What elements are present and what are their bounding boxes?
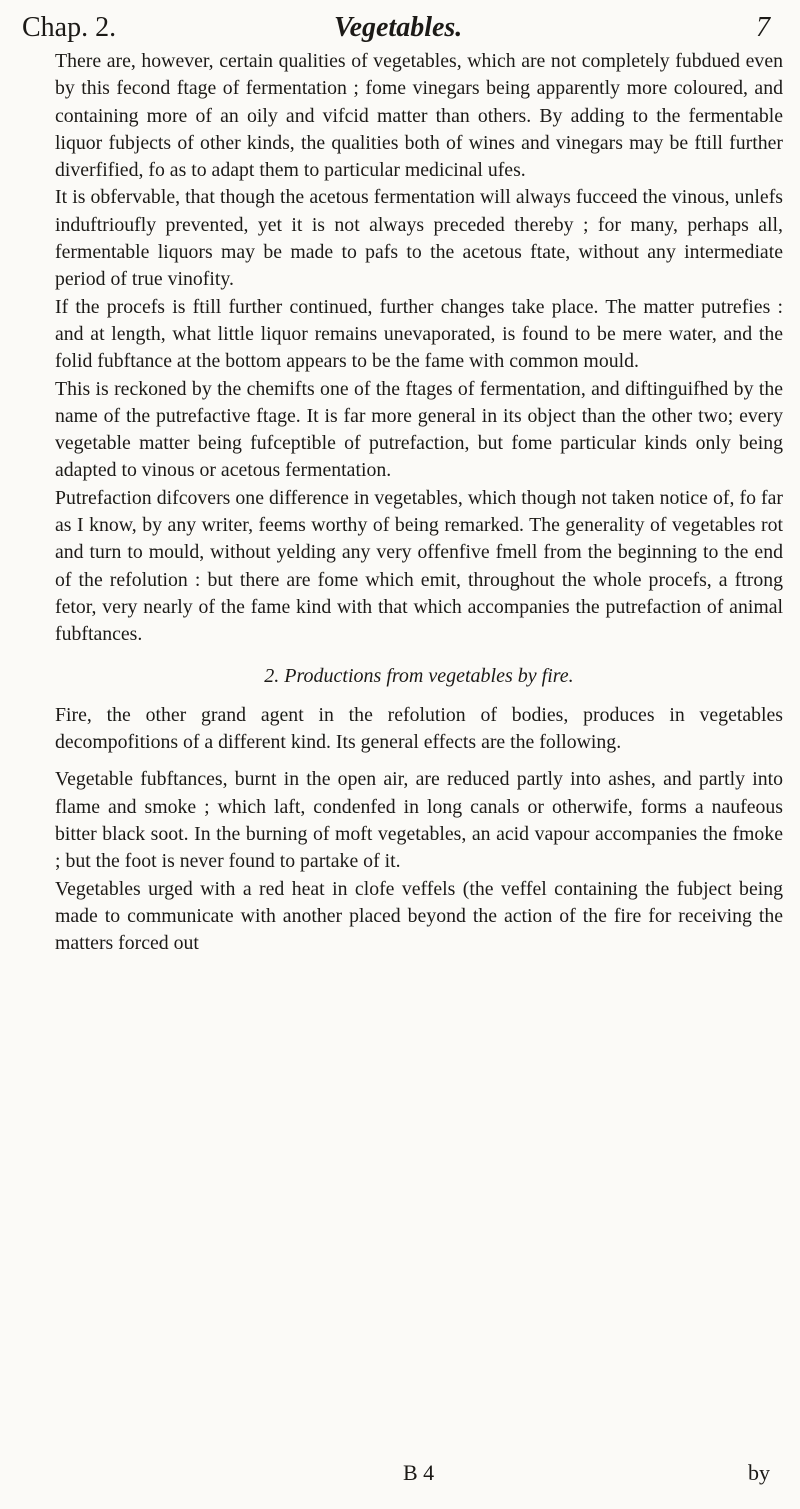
- paragraph: This is reckoned by the chemifts one of the ftages of fermentation, and diftinguifhed by the name of the putrefactive ftage. It is far more general in its object than the other two; every vegetable matter being fufceptible of putrefaction, but fome particular kinds only being adapted to vinous or acetous fermentation.: [55, 377, 783, 482]
- signature-mark: B 4: [403, 1460, 435, 1485]
- page-number: 7: [756, 12, 770, 43]
- paragraph: Fire, the other grand agent in the refolution of bodies, produces in vegetables decompofitions of a different kind. Its general effects are the following.: [55, 703, 783, 754]
- paragraph: Vegetables urged with a red heat in clofe veffels (the veffel containing the fubject being made to communicate with another placed beyond the action of the fire for receiving the matters forced out: [55, 877, 783, 955]
- paragraph: Putrefaction difcovers one difference in vegetables, which though not taken notice of, fo far as I know, by any writer, feems worthy of being remarked. The generality of vegetables rot and turn to mould, without yelding any very offenfive fmell from the beginning to the end of the refolution : but there are fome which emit, throughout the whole procefs, a ftrong fetor, very nearly of the fame kind with that which accompanies the putrefaction of animal fubftances.: [55, 486, 783, 646]
- running-title: Vegetables.: [334, 12, 463, 43]
- page-header: [22, 10, 770, 46]
- paragraph: If the procefs is ftill further continued, further changes take place. The matter putrefies : and at length, what little liquor remains unevaporated, is found to be mere water, and the folid fubftance at the bottom appears to be the fame with common mould.: [55, 295, 783, 373]
- paragraph: Vegetable fubftances, burnt in the open air, are reduced partly into ashes, and partly into flame and smoke ; which laft, condenfed in long canals or otherwife, forms a naufeous bitter black soot. In the burning of moft vegetables, an acid vapour accompanies the fmoke ; but the foot is never found to partake of it.: [55, 768, 783, 873]
- page-footer: [0, 1460, 800, 1490]
- catchword: by: [748, 1460, 770, 1485]
- section-heading: 2. Productions from vegetables by fire.: [264, 664, 574, 687]
- page-body: [55, 48, 783, 958]
- paragraph: There are, however, certain qualities of vegetables, which are not completely fubdued even by this fecond ftage of fermentation ; fome vinegars being apparently more coloured, and containing more of an oily and vifcid matter than others. By adding to the fermentable liquor fubjects of other kinds, the qualities both of wines and vinegars may be ftill further diverfified, fo as to adapt them to particular medicinal ufes.: [55, 50, 783, 182]
- paragraph: It is obfervable, that though the acetous fermentation will always fucceed the vinous, unlefs induftrioufly prevented, yet it is not always preceded thereby ; for many, perhaps all, fermentable liquors may be made to pafs to the acetous ftate, without any intermediate period of true vinofity.: [55, 186, 783, 291]
- chapter-label: Chap. 2.: [22, 12, 117, 43]
